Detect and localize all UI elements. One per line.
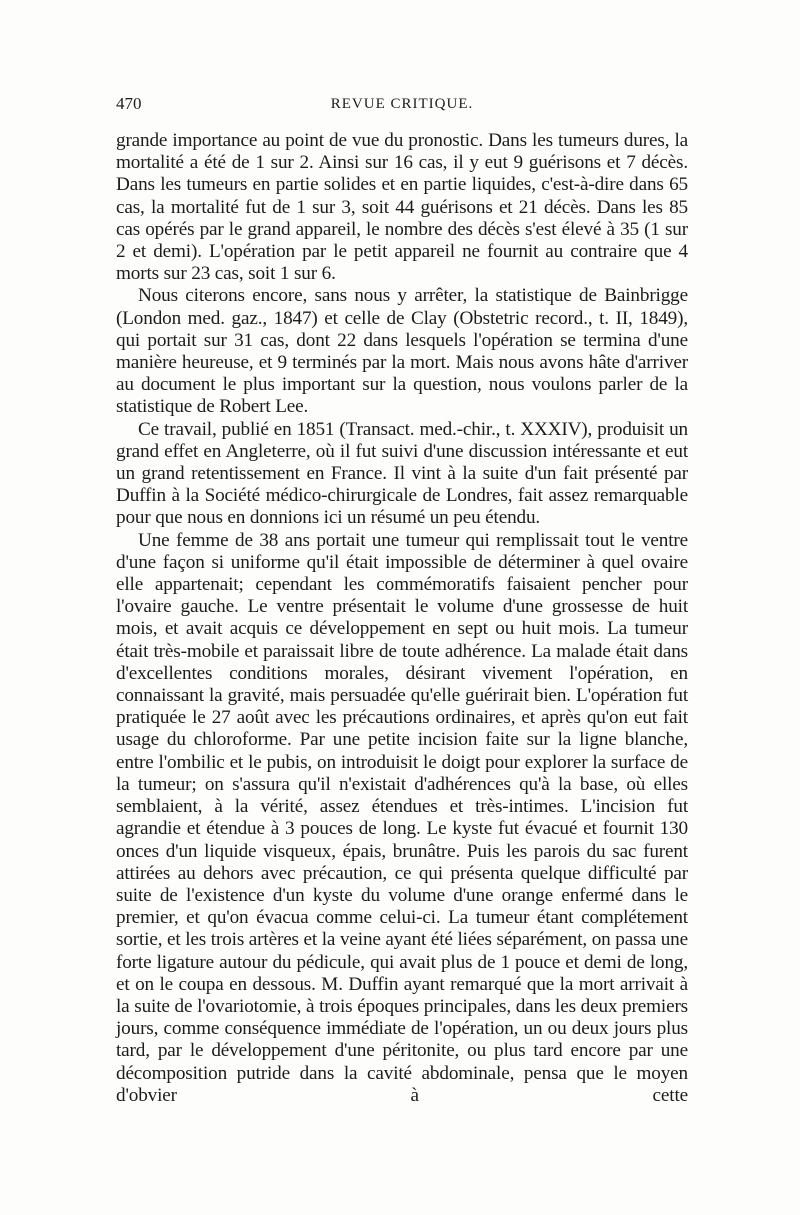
paragraph-robert-lee: Ce travail, publié en 1851 (Transact. med.-chir., t. XXXIV), produisit un grand effet en Angleterre, où il fut suivi d'une discussion intéressante et eut un grand retentissement en France. Il vint à la suite d'un fait présenté par Duffin à la Société médico-chirurgicale de Londres, fait assez remarquable pour que nous en donnions ici un résumé un peu étendu. xyxy=(116,418,688,529)
page-number: 470 xyxy=(116,94,142,113)
body-text xyxy=(116,130,688,1107)
paragraph-bainbrigge-clay: Nous citerons encore, sans nous y arrêter, la statistique de Bainbrigge (London med. gaz., 1847) et celle de Clay (Obstetric record., t. II, 1849), qui portait sur 31 cas, dont 22 dans lesquels l'opération se termina d'une manière heureuse, et 9 terminés par la mort. Mais nous avons hâte d'arriver au document le plus important sur la question, nous voulons parler de la statistique de Robert Lee. xyxy=(116,285,688,418)
book-page xyxy=(116,94,688,1107)
running-head xyxy=(116,94,688,118)
paragraph-case-report: Une femme de 38 ans portait une tumeur qui remplissait tout le ventre d'une façon si uniforme qu'il était impossible de déterminer à quel ovaire elle appartenait; cependant les commémoratifs faisaient pencher pour l'ovaire gauche. Le ventre présentait le volume d'une grossesse de huit mois, et avait acquis ce développement en sept ou huit mois. La tumeur était très-mobile et paraissait libre de toute adhérence. La malade était dans d'excellentes conditions morales, désirant vivement l'opération, en connaissant la gravité, mais persuadée qu'elle guérirait bien. L'opération fut pratiquée le 27 août avec les précautions ordinaires, et après qu'on eut fait usage du chloroforme. Par une petite incision faite sur la ligne blanche, entre l'ombilic et le pubis, on introduisit le doigt pour explorer la surface de la tumeur; on s'assura qu'il n'existait d'adhérences qu'à la base, où elles semblaient, à la vérité, assez étendues et très-intimes. L'incision fut agrandie et étendue à 3 pouces de long. Le kyste fut évacué et fournit 130 onces d'un liquide visqueux, épais, brunâtre. Puis les parois du sac furent attirées au dehors avec précaution, ce qui présenta quelque difficulté par suite de l'existence d'un kyste du volume d'une orange enfermé dans le premier, et qu'on évacua comme celui-ci. La tumeur étant complétement sortie, et les trois artères et la veine ayant été liées séparément, on passa une forte ligature autour du pédicule, qui avait plus de 1 pouce et demi de long, et on le coupa en dessous. M. Duffin ayant remarqué que la mort arrivait à la suite de l'ovariotomie, à trois époques principales, dans les deux premiers jours, comme conséquence immédiate de l'opération, un ou deux jours plus tard, par le développement d'une péritonite, ou plus tard encore par une décomposition putride dans la cavité abdominale, pensa que le moyen d'obvier à cette xyxy=(116,529,688,1106)
paragraph-continued: grande importance au point de vue du pronostic. Dans les tumeurs dures, la mortalité a été de 1 sur 2. Ainsi sur 16 cas, il y eut 9 guérisons et 7 décès. Dans les tumeurs en partie solides et en partie liquides, c'est-à-dire dans 65 cas, la mortalité fut de 1 sur 3, soit 44 guérisons et 21 décès. Dans les 85 cas opérés par le grand appareil, le nombre des décès s'est élevé à 35 (1 sur 2 et demi). L'opération par le petit appareil ne fournit au contraire que 4 morts sur 23 cas, soit 1 sur 6. xyxy=(116,130,688,285)
running-title: REVUE CRITIQUE. xyxy=(330,96,474,112)
